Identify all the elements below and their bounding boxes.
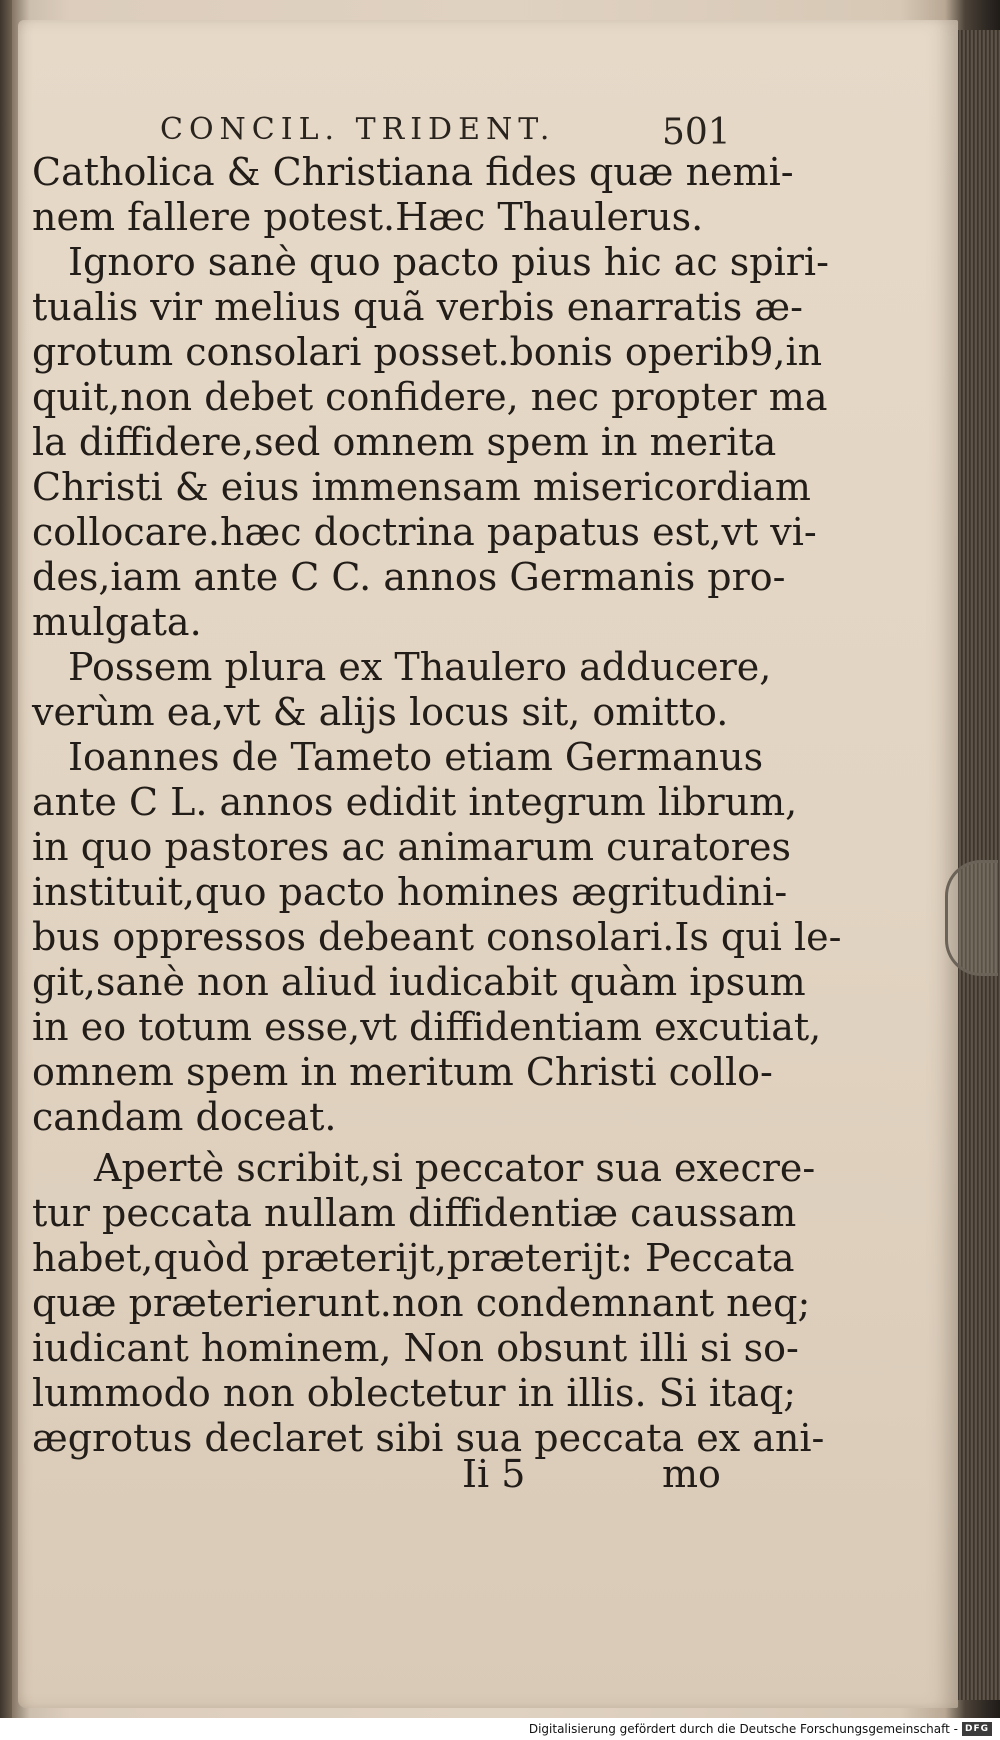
text-line: habet,quòd præterijt,præterijt: Peccata bbox=[32, 1236, 795, 1280]
text-line: verùm ea,vt & alijs locus sit, omitto. bbox=[32, 690, 729, 734]
text-line: quit,non debet confidere, nec propter ma bbox=[32, 375, 828, 419]
text-line: bus oppressos debeant consolari.Is qui le- bbox=[32, 915, 842, 959]
running-head: CONCIL. TRIDENT. bbox=[160, 112, 556, 147]
text-line: Ioannes de Tameto etiam Germanus bbox=[68, 735, 764, 779]
book-spine bbox=[0, 0, 12, 1718]
text-line: ante C L. annos edidit integrum librum, bbox=[32, 780, 798, 824]
text-line: nem fallere potest.Hæc Thaulerus. bbox=[32, 195, 704, 239]
text-line: iudicant hominem, Non obsunt illi si so- bbox=[32, 1326, 799, 1370]
text-line: tualis vir melius quã verbis enarratis æ- bbox=[32, 285, 803, 329]
text-line: quæ præterierunt.non condemnant neq; bbox=[32, 1281, 811, 1325]
text-line: Possem plura ex Thaulero adducere, bbox=[68, 645, 772, 689]
text-line: ægrotus declaret sibi sua peccata ex ani- bbox=[32, 1416, 825, 1460]
clasp-icon bbox=[945, 860, 998, 976]
text-line: Ignoro sanè quo pacto pius hic ac spiri- bbox=[68, 240, 829, 284]
catchword: mo bbox=[662, 1452, 721, 1496]
text-line: lummodo non oblectetur in illis. Si itaq; bbox=[32, 1371, 797, 1415]
text-line: mulgata. bbox=[32, 600, 202, 644]
text-line: la diffidere,sed omnem spem in merita bbox=[32, 420, 777, 464]
dfg-logo: DFG bbox=[962, 1722, 992, 1736]
text-line: instituit,quo pacto homines ægritudini- bbox=[32, 870, 788, 914]
text-line: in quo pastores ac animarum curatores bbox=[32, 825, 791, 869]
text-line: des,iam ante C C. annos Germanis pro- bbox=[32, 555, 786, 599]
funding-credit: Digitalisierung gefördert durch die Deutsche Forschungsgemeinschaft - bbox=[528, 1722, 958, 1736]
text-line: Christi & eius immensam misericordiam bbox=[32, 465, 811, 509]
page-number: 501 bbox=[662, 112, 731, 153]
text-line: Apertè scribit,si peccator sua execre- bbox=[94, 1146, 816, 1190]
text-line: candam doceat. bbox=[32, 1095, 337, 1139]
text-line: Catholica & Christiana fides quæ nemi- bbox=[32, 150, 794, 194]
signature-mark: Ii 5 bbox=[462, 1452, 526, 1496]
text-line: in eo totum esse,vt diffidentiam excutiat, bbox=[32, 1005, 822, 1049]
body-text bbox=[32, 150, 842, 1461]
text-line: omnem spem in meritum Christi collo- bbox=[32, 1050, 773, 1094]
text-line: grotum consolari posset.bonis operib9,in bbox=[32, 330, 823, 374]
text-line: git,sanè non aliud iudicabit quàm ipsum bbox=[32, 960, 806, 1004]
text-line: tur peccata nullam diffidentiæ caussam bbox=[32, 1191, 797, 1235]
text-line: collocare.hæc doctrina papatus est,vt vi- bbox=[32, 510, 817, 554]
